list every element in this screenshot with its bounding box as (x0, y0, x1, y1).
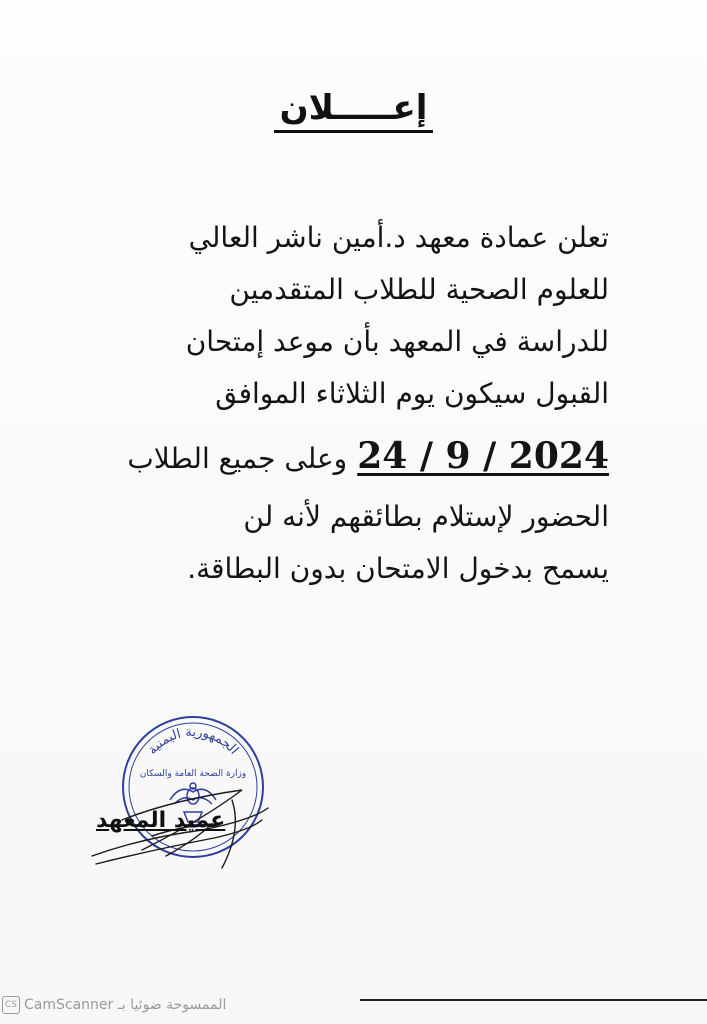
stamp-ministry-text: وزارة الصحة العامة والسكان (139, 769, 247, 779)
footer-divider (360, 999, 707, 1001)
camscanner-text: CamScanner الممسوحة ضوئيا بـ (24, 997, 227, 1013)
camscanner-logo-icon: CS (2, 996, 20, 1014)
body-line-3: للدراسة في المعهد بأن موعد إمتحان (185, 325, 609, 358)
camscanner-watermark (2, 996, 226, 1014)
signature-label: عميد المعهد (96, 808, 226, 833)
body-line-7: يسمح بدخول الامتحان بدون البطاقة. (187, 552, 609, 585)
body-line-1: تعلن عمادة معهد د.أمين ناشر العالي (188, 221, 609, 254)
date-line-suffix: وعلى جميع الطلاب (127, 442, 348, 475)
exam-date: 24 / 9 / 2024 (357, 435, 609, 477)
announcement-title (0, 88, 707, 128)
body-line-6: الحضور لإستلام بطائقهم لأنه لن (243, 500, 609, 533)
body-line-4: القبول سيكون يوم الثلاثاء الموافق (215, 377, 609, 410)
body-line-2: للعلوم الصحية للطلاب المتقدمين (229, 273, 609, 306)
stamp-top-text: الجمهورية اليمنية (145, 724, 242, 758)
announcement-title-text: إعـــــلان (274, 88, 434, 133)
announcement-body (109, 212, 609, 595)
body-line-date (109, 424, 609, 491)
